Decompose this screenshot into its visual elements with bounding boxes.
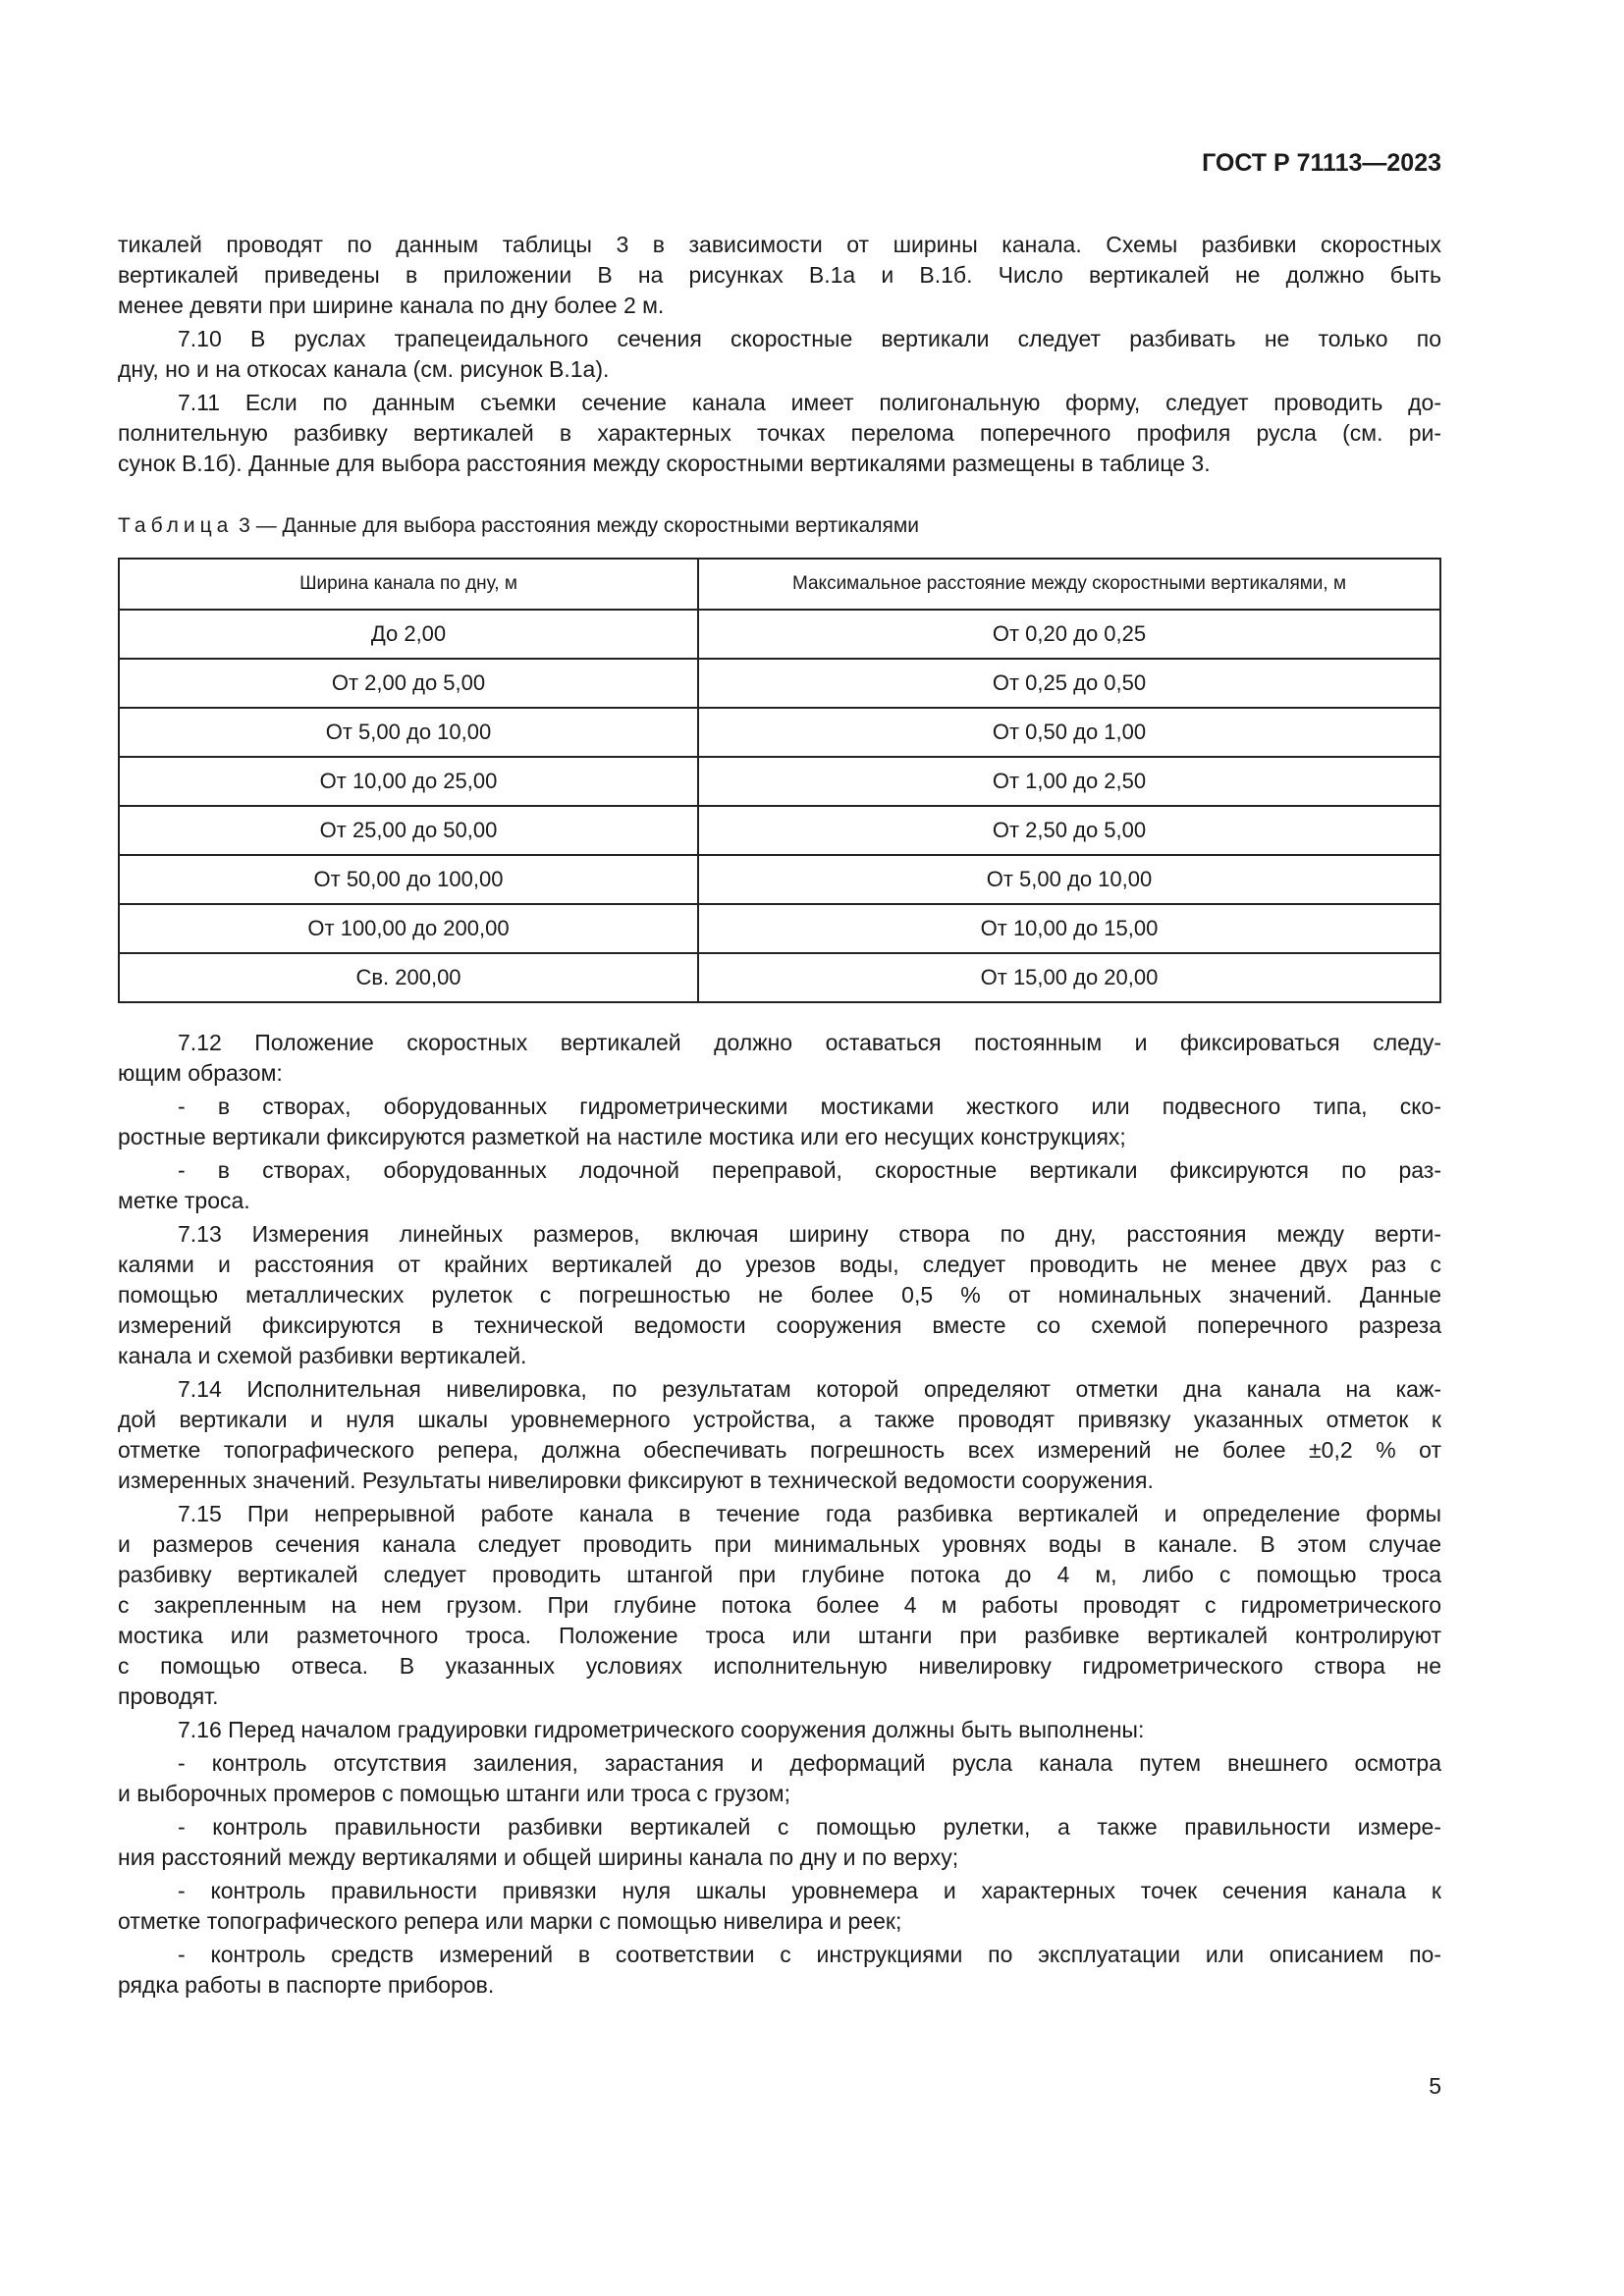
table-row bbox=[119, 708, 1440, 757]
text-line: метке троса. bbox=[118, 1188, 250, 1213]
cell-channel-width: От 10,00 до 25,00 bbox=[119, 757, 698, 806]
cell-max-distance: От 2,50 до 5,00 bbox=[698, 806, 1440, 855]
column-header-channel-width: Ширина канала по дну, м bbox=[119, 559, 698, 610]
paragraph bbox=[118, 1748, 1441, 1809]
text-line: 7.12 Положение скоростных вертикалей должно оставаться постоянным и фиксироваться следу- bbox=[178, 1030, 1441, 1055]
text-line: отметке топографического репера, должна обеспечивать погрешность всех измерений не более ±0,2 % от bbox=[118, 1437, 1441, 1463]
paragraph bbox=[118, 1715, 1441, 1745]
text-line: менее девяти при ширине канала по дну более 2 м. bbox=[118, 293, 665, 318]
text-line: - контроль правильности разбивки вертикалей с помощью рулетки, а также правильности измере- bbox=[178, 1814, 1441, 1840]
text-line: измерений фиксируются в технической ведомости сооружения вместе со схемой поперечного разреза bbox=[118, 1312, 1441, 1338]
text-line: мостика или разметочного троса. Положение троса или штанги при разбивке вертикалей контролируют bbox=[118, 1623, 1441, 1648]
text-line: калями и расстояния от крайних вертикалей до урезов воды, следует проводить не менее двух раз с bbox=[118, 1252, 1441, 1277]
paragraph bbox=[118, 1219, 1441, 1371]
text-line: разбивку вертикалей следует проводить штангой при глубине потока до 4 м, либо с помощью троса bbox=[118, 1562, 1441, 1587]
text-line: канала и схемой разбивки вертикалей. bbox=[118, 1343, 527, 1368]
table-caption-title: 3 — Данные для выбора расстояния между скоростными вертикалями bbox=[233, 514, 919, 537]
paragraph bbox=[118, 230, 1441, 321]
paragraph bbox=[118, 1155, 1441, 1216]
cell-channel-width: От 5,00 до 10,00 bbox=[119, 708, 698, 757]
text-line: дой вертикали и нуля шкалы уровнемерного устройства, а также проводят привязку указанных отметок к bbox=[118, 1407, 1441, 1432]
cell-channel-width: От 50,00 до 100,00 bbox=[119, 855, 698, 904]
text-line: ростные вертикали фиксируются разметкой на настиле мостика или его несущих конструкциях; bbox=[118, 1124, 1126, 1149]
text-line: 7.10 В руслах трапецеидального сечения скоростные вертикали следует разбивать не только по bbox=[178, 326, 1441, 351]
vertical-spacing-table bbox=[118, 558, 1441, 1003]
cell-max-distance: От 15,00 до 20,00 bbox=[698, 953, 1440, 1002]
cell-max-distance: От 0,25 до 0,50 bbox=[698, 659, 1440, 708]
paragraph bbox=[118, 1940, 1441, 2001]
table-row bbox=[119, 610, 1440, 659]
cell-channel-width: До 2,00 bbox=[119, 610, 698, 659]
text-line: сунок В.1б). Данные для выбора расстояния между скоростными вертикалями размещены в таблице 3. bbox=[118, 451, 1211, 476]
table-caption bbox=[118, 514, 919, 538]
text-line: ния расстояний между вертикалями и общей ширины канала по дну и по верху; bbox=[118, 1844, 959, 1870]
paragraph bbox=[118, 1499, 1441, 1712]
paragraph bbox=[118, 324, 1441, 385]
cell-channel-width: Св. 200,00 bbox=[119, 953, 698, 1002]
page-number: 5 bbox=[1429, 2073, 1441, 2099]
text-line: 7.14 Исполнительная нивелировка, по результатам которой определяют отметки дна канала на каж- bbox=[178, 1376, 1441, 1402]
cell-max-distance: От 10,00 до 15,00 bbox=[698, 904, 1440, 953]
text-line: и размеров сечения канала следует проводить при минимальных уровнях воды в канале. В этом случае bbox=[118, 1531, 1441, 1557]
text-line: с закрепленным на нем грузом. При глубине потока более 4 м работы проводят с гидрометрического bbox=[118, 1592, 1441, 1618]
paragraph bbox=[118, 388, 1441, 479]
table-row bbox=[119, 953, 1440, 1002]
cell-max-distance: От 0,50 до 1,00 bbox=[698, 708, 1440, 757]
text-line: 7.15 При непрерывной работе канала в течение года разбивка вертикалей и определение формы bbox=[178, 1501, 1441, 1526]
cell-channel-width: От 2,00 до 5,00 bbox=[119, 659, 698, 708]
text-line: ющим образом: bbox=[118, 1060, 283, 1086]
text-line: полнительную разбивку вертикалей в характерных точках перелома поперечного профиля русла (см. ри- bbox=[118, 420, 1441, 446]
cell-channel-width: От 100,00 до 200,00 bbox=[119, 904, 698, 953]
cell-channel-width: От 25,00 до 50,00 bbox=[119, 806, 698, 855]
column-header-max-distance: Максимальное расстояние между скоростными вертикалями, м bbox=[698, 559, 1440, 610]
text-line: рядка работы в паспорте приборов. bbox=[118, 1972, 495, 1998]
text-line: 7.16 Перед началом градуировки гидрометрического сооружения должны быть выполнены: bbox=[178, 1717, 1145, 1742]
table-row bbox=[119, 806, 1440, 855]
text-line: дну, но и на откосах канала (см. рисунок В.1а). bbox=[118, 356, 610, 382]
paragraph bbox=[118, 1876, 1441, 1937]
table-row bbox=[119, 904, 1440, 953]
paragraph bbox=[118, 1092, 1441, 1152]
table-row bbox=[119, 855, 1440, 904]
text-line: измеренных значений. Результаты нивелировки фиксируют в технической ведомости сооружения. bbox=[118, 1468, 1154, 1493]
text-line: - в створах, оборудованных гидрометрическими мостиками жесткого или подвесного типа, ско- bbox=[178, 1094, 1441, 1119]
text-line: - в створах, оборудованных лодочной переправой, скоростные вертикали фиксируются по раз- bbox=[178, 1157, 1441, 1183]
text-line: тикалей проводят по данным таблицы 3 в зависимости от ширины канала. Схемы разбивки скоростных bbox=[118, 232, 1441, 257]
text-line: - контроль правильности привязки нуля шкалы уровнемера и характерных точек сечения канала к bbox=[178, 1878, 1441, 1903]
document-designation: ГОСТ Р 71113—2023 bbox=[1202, 149, 1441, 177]
cell-max-distance: От 0,20 до 0,25 bbox=[698, 610, 1440, 659]
text-line: отметке топографического репера или марки с помощью нивелира и реек; bbox=[118, 1908, 902, 1934]
text-line: вертикалей приведены в приложении В на рисунках В.1а и В.1б. Число вертикалей не должно быть bbox=[118, 262, 1441, 288]
text-line: и выборочных промеров с помощью штанги или троса с грузом; bbox=[118, 1781, 791, 1806]
text-line: 7.11 Если по данным съемки сечение канала имеет полигональную форму, следует проводить до- bbox=[178, 390, 1441, 415]
paragraph bbox=[118, 1374, 1441, 1496]
table-caption-label: Таблица bbox=[118, 514, 234, 537]
text-line: проводят. bbox=[118, 1683, 219, 1709]
text-line: помощью металлических рулеток с погрешностью не более 0,5 % от номинальных значений. Данные bbox=[118, 1282, 1441, 1308]
text-after-table bbox=[118, 1028, 1441, 2003]
text-line: 7.13 Измерения линейных размеров, включая ширину створа по дну, расстояния между верти- bbox=[178, 1221, 1441, 1247]
table-header-row bbox=[119, 559, 1440, 610]
text-line: с помощью отвеса. В указанных условиях исполнительную нивелировку гидрометрического створа не bbox=[118, 1653, 1441, 1679]
text-before-table bbox=[118, 230, 1441, 482]
paragraph bbox=[118, 1028, 1441, 1089]
table-row bbox=[119, 659, 1440, 708]
cell-max-distance: От 5,00 до 10,00 bbox=[698, 855, 1440, 904]
text-line: - контроль средств измерений в соответствии с инструкциями по эксплуатации или описанием по- bbox=[178, 1942, 1441, 1967]
paragraph bbox=[118, 1812, 1441, 1873]
table-row bbox=[119, 757, 1440, 806]
cell-max-distance: От 1,00 до 2,50 bbox=[698, 757, 1440, 806]
text-line: - контроль отсутствия заиления, зарастания и деформаций русла канала путем внешнего осмотра bbox=[178, 1750, 1441, 1776]
